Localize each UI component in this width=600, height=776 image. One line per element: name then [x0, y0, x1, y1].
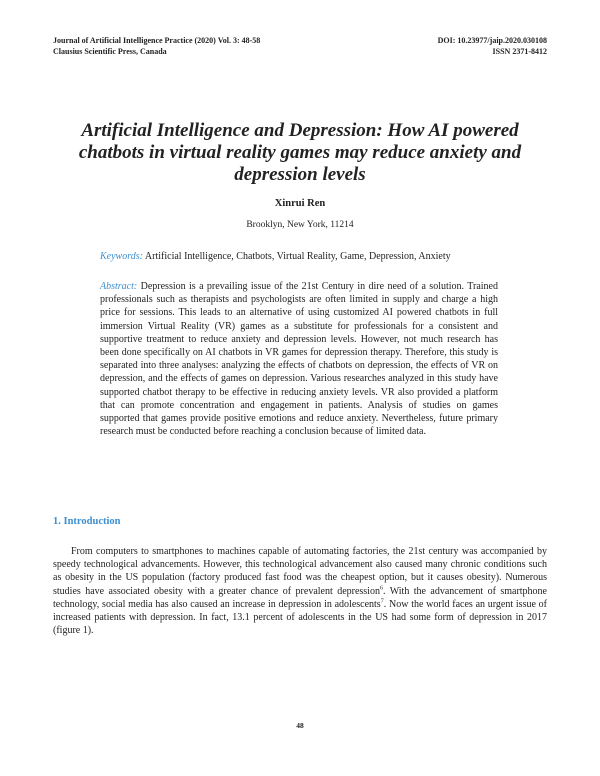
- header-left: [53, 36, 260, 57]
- intro-text-2: . With the advancement of smartphone technology, social media has also caused an increase in depression in adolescents: [53, 585, 547, 610]
- keywords-text: Artificial Intelligence, Chatbots, Virtual Reality, Game, Depression, Anxiety: [144, 251, 451, 262]
- journal-citation: Journal of Artificial Intelligence Practice (2020) Vol. 3: 48-58: [53, 36, 261, 45]
- citation-ref-7: 7: [380, 598, 384, 605]
- intro-text-3: . Now the world faces an urgent issue of increased patients with depression. In fact, 13.1 percent of adolescents in the US had some form of depression in 2017 (figure 1).: [53, 598, 547, 637]
- abstract: [100, 280, 498, 438]
- section-heading-introduction: 1. Introduction: [53, 516, 121, 527]
- header-right: [438, 36, 547, 57]
- author-affiliation: Brooklyn, New York, 11214: [246, 220, 354, 230]
- author-name: Xinrui Ren: [274, 198, 326, 209]
- citation-ref-6: 6: [379, 585, 383, 592]
- keywords: [100, 250, 500, 263]
- abstract-label: Abstract:: [100, 281, 138, 292]
- page-header: [53, 36, 547, 57]
- publisher: Clausius Scientific Press, Canada: [53, 46, 167, 56]
- paper-title: Artificial Intelligence and Depression: How AI powered chatbots in virtual reality games may reduce anxiety and depression levels: [78, 120, 522, 185]
- page-number: 48: [296, 721, 304, 730]
- introduction-paragraph: [53, 545, 547, 637]
- abstract-text: Depression is a prevailing issue of the 21st Century in dire need of a solution. Trained professionals such as therapists and psychologists are often limited in supply and charge a high price for sessions. This leads to an alternative of using customized AI powered chatbots in full immersion Virtual Reality (VR) games as a substitute for professionals for a consistent and supportive treatment to reduce anxiety and depression levels. However, not much research has been done specifically on AI chatbots in VR games for depression therapy. Therefore, this study is separated into three analyses: analyzing the effects of chatbots on depression, the effects of VR on depression, and the effects of games on depression. Various researches analyzed in this study have supported chatbot therapy to be effective in reducing anxiety levels. VR also provided a platform that can promote concentration and engagement in patients. Analysis of studies on games supported that games provide positive emotions and reduce anxiety. Nevertheless, future primary research must be conducted before reaching a conclusion because of limited data.: [100, 281, 498, 438]
- keywords-label: Keywords:: [100, 251, 143, 262]
- issn: ISSN 2371-8412: [492, 46, 547, 56]
- intro-text-1: From computers to smartphones to machines capable of automating factories, the 21st century was accompanied by speedy technological advancements. However, this technological advancement also caused many chronic conditions such as obesity in the US population (factory produced fast food was the cheapest option, but it causes obesity). Numerous studies have associated obesity with a greater chance of prevalent depression: [53, 546, 547, 597]
- doi: DOI: 10.23977/jaip.2020.030108: [437, 36, 547, 45]
